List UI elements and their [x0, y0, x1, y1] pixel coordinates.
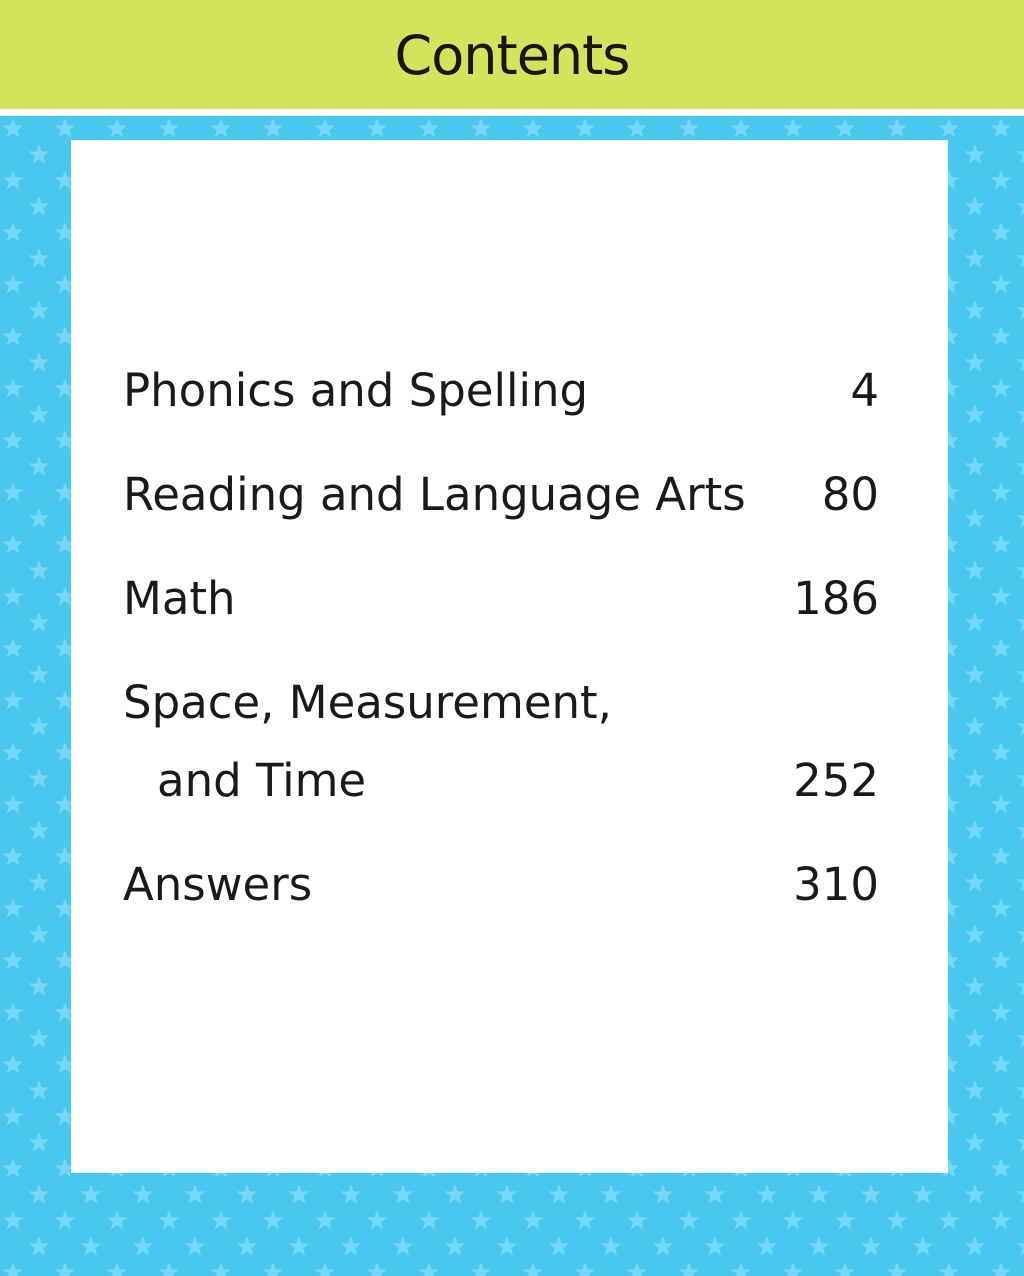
toc-entry-title-line: Math — [123, 572, 236, 625]
toc-entry-title-line: Phonics and Spelling — [123, 364, 589, 417]
toc-entry-math[interactable] — [123, 560, 879, 638]
toc-entry-page-number: 4 — [850, 364, 879, 417]
contents-header — [0, 0, 1024, 109]
toc-entry-title-line: and Time — [157, 754, 367, 807]
toc-entry-answers[interactable] — [123, 846, 879, 924]
toc-entry-title — [123, 664, 612, 820]
contents-card — [71, 140, 948, 1173]
toc-entry-title-line: Answers — [123, 858, 313, 911]
toc-entry-page-number: 310 — [793, 858, 879, 911]
toc-entry-page-number: 252 — [793, 754, 879, 807]
toc-entry-phonics-and-spelling[interactable] — [123, 352, 879, 430]
toc-entry-title — [123, 456, 746, 534]
toc-entry-title — [123, 352, 588, 430]
table-of-contents — [123, 352, 879, 950]
toc-entry-page-number: 186 — [793, 572, 879, 625]
page-title: Contents — [394, 24, 630, 87]
toc-entry-space-measurement-and-time[interactable] — [123, 664, 879, 820]
toc-entry-reading-and-language-arts[interactable] — [123, 456, 879, 534]
toc-entry-page-number: 80 — [821, 468, 879, 521]
toc-entry-title — [123, 846, 312, 924]
toc-entry-title-line: Reading and Language Arts — [123, 468, 746, 521]
header-divider — [0, 109, 1024, 116]
toc-entry-title — [123, 560, 236, 638]
toc-entry-title-line: Space, Measurement, — [123, 676, 612, 729]
